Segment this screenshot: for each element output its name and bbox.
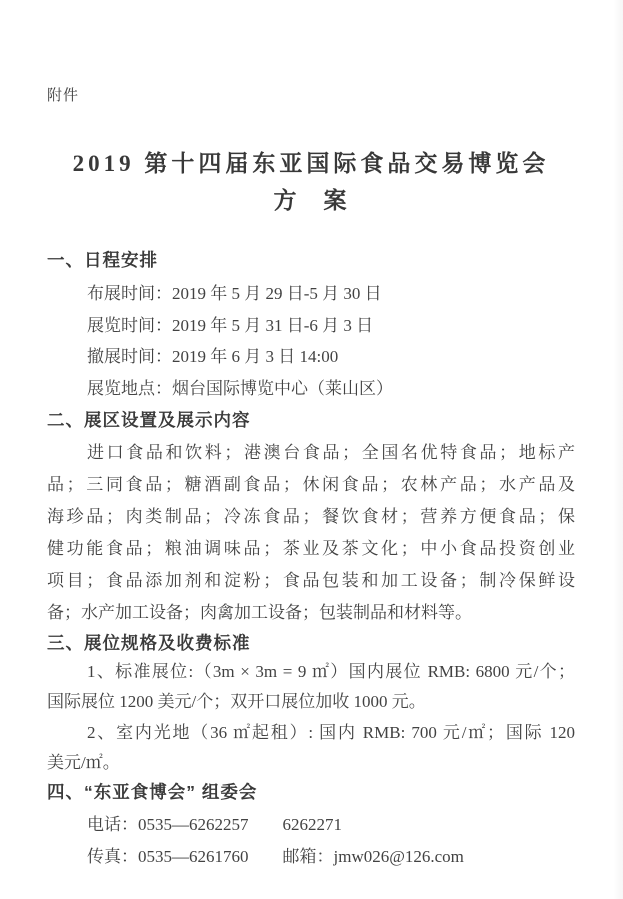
- phone-label: 电话：: [87, 815, 138, 835]
- zones-line: 海珍品；肉类制品；冷冻食品；餐饮食材；营养方便食品；保: [47, 506, 575, 526]
- phone-line: [87, 809, 575, 841]
- section-schedule-heading: 一、日程安排: [47, 250, 158, 270]
- schedule-line-venue: 展览地点：烟台国际博览中心（莱山区）: [87, 379, 393, 399]
- doc-subtitle: 方 案: [273, 188, 349, 213]
- email-label: 邮箱：: [282, 847, 334, 867]
- section-zones-heading: 二、展区设置及展示内容: [47, 409, 251, 430]
- fax-line: [87, 841, 575, 873]
- zones-line: 进口食品和饮料；港澳台食品；全国名优特食品；地标产: [87, 442, 575, 462]
- schedule-line-setup: 布展时间：2019 年 5 月 29 日-5 月 30 日: [87, 284, 382, 303]
- zones-line: 品；三同食品；糖酒副食品；休闲食品；农林产品；水产品及: [47, 474, 575, 494]
- pricing-line-standard-booth: 1、标准展位:（3m × 3m = 9 ㎡）国内展位 RMB: 6800 元/个；: [87, 661, 575, 681]
- zones-line: 项目；食品添加剂和淀粉；食品包装和加工设备；制冷保鲜设: [47, 570, 575, 590]
- section-committee-heading: 四、“东亚食博会” 组委会: [47, 782, 258, 803]
- pricing-line-raw-space: 2、室内光地（36 ㎡起租）: 国内 RMB: 700 元/㎡；国际 120: [87, 722, 575, 742]
- phone-number-1: 0535—6262257: [138, 815, 249, 835]
- fax-label: 传真：: [87, 847, 138, 867]
- pricing-line-standard-booth-cont: 国际展位 1200 美元/个；双开口展位加收 1000 元。: [47, 692, 426, 712]
- pricing-block: [47, 657, 575, 779]
- schedule-line-teardown: 撤展时间：2019 年 6 月 3 日 14:00: [87, 347, 339, 367]
- section-pricing-heading: 三、展位规格及收费标准: [47, 632, 251, 653]
- doc-title: 2019 第十四届东亚国际食品交易博览会: [72, 151, 550, 176]
- attachment-label: 附件: [47, 88, 80, 104]
- schedule-line-exhibition: 展览时间：2019 年 5 月 31 日-6 月 3 日: [87, 315, 374, 335]
- email-address: jmw026@126.com: [333, 847, 464, 867]
- zones-line: 健功能食品；粮油调味品；茶业及茶文化；中小食品投资创业: [47, 538, 575, 558]
- committee-block: [47, 809, 575, 873]
- pricing-line-raw-space-cont: 美元/㎡。: [47, 753, 120, 773]
- zones-paragraph: [47, 437, 575, 629]
- schedule-block: [47, 278, 575, 405]
- fax-number: 0535—6261760: [138, 847, 249, 867]
- phone-number-2: 6262271: [282, 815, 342, 835]
- zones-line: 备；水产加工设备；肉禽加工设备；包装制品和材料等。: [47, 602, 472, 622]
